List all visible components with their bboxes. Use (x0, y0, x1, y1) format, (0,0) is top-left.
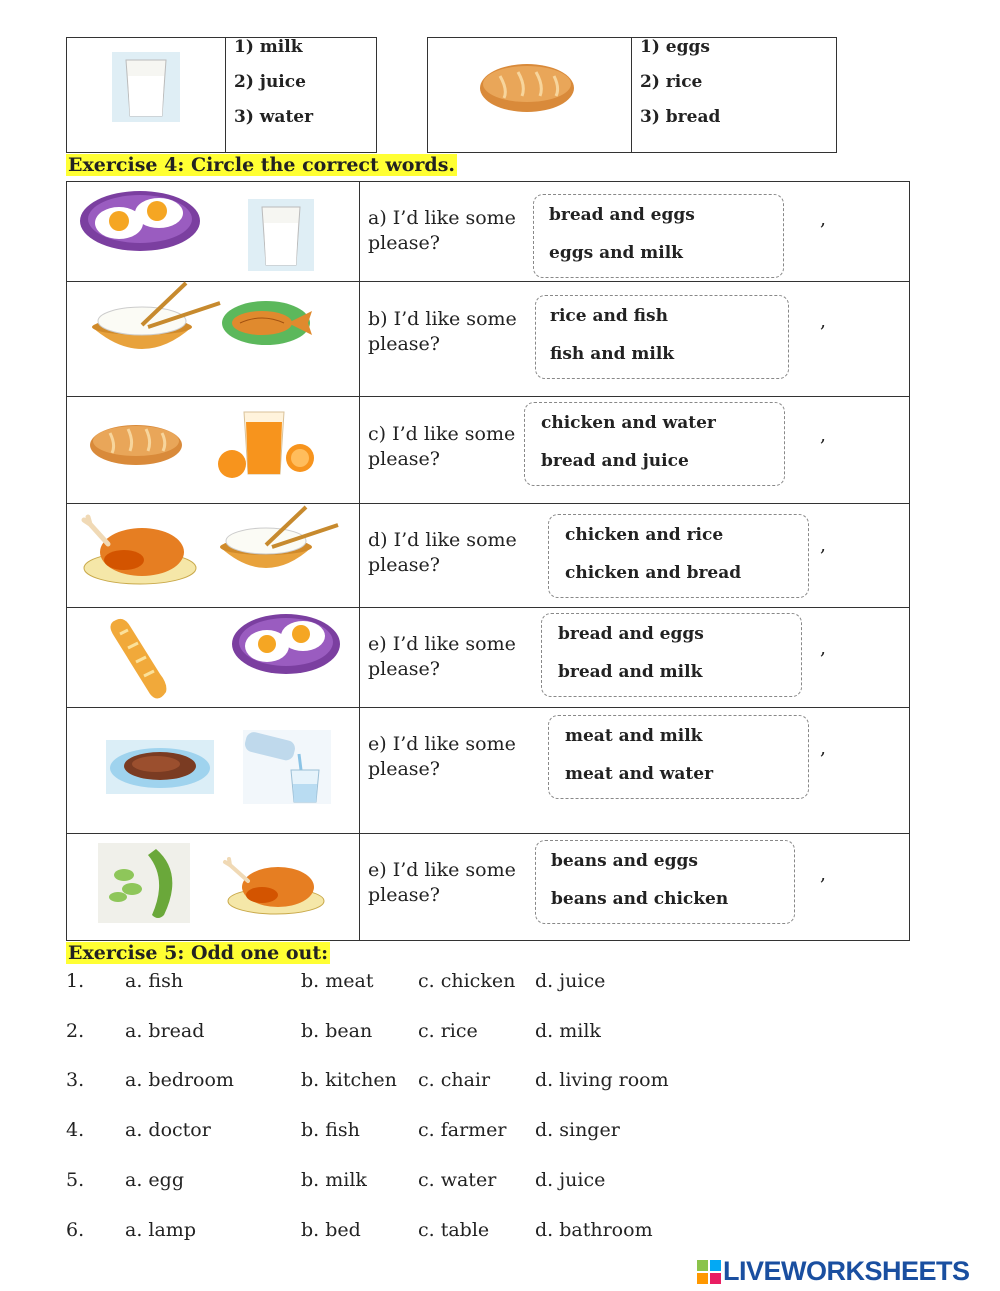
option-d[interactable]: d. juice (535, 1169, 606, 1191)
glass-of-milk-image (248, 199, 314, 271)
prompt-e2: e) I’d like some please? (368, 733, 516, 780)
top-box-option: 1) eggs (640, 37, 710, 57)
top-box-option: 3) bread (640, 107, 721, 127)
option-a[interactable]: a. fish (125, 970, 184, 992)
item-number: 6. (66, 1219, 85, 1241)
bread-loaf-image (88, 415, 184, 471)
choice-option[interactable]: beans and eggs (551, 851, 698, 871)
choice-option[interactable]: beans and chicken (551, 889, 729, 909)
option-c[interactable]: c. rice (418, 1020, 478, 1042)
orange-juice-image (214, 408, 320, 480)
option-d[interactable]: d. singer (535, 1119, 620, 1141)
option-a[interactable]: a. egg (125, 1169, 184, 1191)
prompt-b: b) I’d like some please? (368, 308, 517, 355)
choice-option[interactable]: bread and eggs (549, 205, 695, 225)
exercise-5-heading: Exercise 5: Odd one out: (68, 942, 329, 964)
choice-box-a[interactable] (533, 194, 784, 278)
baguette-image (104, 614, 170, 700)
choice-option[interactable]: bread and milk (558, 662, 703, 682)
comma: , (820, 637, 827, 659)
option-b[interactable]: b. fish (301, 1119, 360, 1141)
top-box-option: 1) milk (234, 37, 303, 57)
roast-chicken-image (80, 506, 198, 586)
glass-of-milk-image (112, 52, 180, 122)
logo-text: LIVEWORKSHEETS (723, 1256, 970, 1286)
option-b[interactable]: b. kitchen (301, 1069, 397, 1091)
rice-bowl-image (214, 505, 340, 581)
option-a[interactable]: a. doctor (125, 1119, 211, 1141)
comma: , (820, 534, 827, 556)
roast-chicken-image (222, 851, 326, 915)
comma: , (820, 208, 827, 230)
option-c[interactable]: c. water (418, 1169, 497, 1191)
choice-box-c[interactable] (524, 402, 785, 486)
choice-option[interactable]: rice and fish (550, 306, 668, 326)
prompt-c: c) I’d like some please? (368, 423, 516, 470)
option-d[interactable]: d. bathroom (535, 1219, 653, 1241)
pouring-water-image (243, 730, 331, 804)
choice-option[interactable]: fish and milk (550, 344, 675, 364)
choice-box-e3[interactable] (535, 840, 795, 924)
option-b[interactable]: b. bean (301, 1020, 373, 1042)
prompt-a: a) I’d like some please? (368, 207, 516, 254)
choice-box-e2[interactable] (548, 715, 809, 799)
choice-option[interactable]: eggs and milk (549, 243, 683, 263)
item-number: 1. (66, 970, 85, 992)
option-d[interactable]: d. juice (535, 970, 606, 992)
item-number: 5. (66, 1169, 85, 1191)
item-number: 3. (66, 1069, 85, 1091)
option-c[interactable]: c. farmer (418, 1119, 507, 1141)
bread-loaf-image (478, 56, 576, 116)
option-c[interactable]: c. chair (418, 1069, 491, 1091)
exercise-4-heading: Exercise 4: Circle the correct words. (68, 154, 456, 176)
choice-option[interactable]: meat and water (565, 764, 714, 784)
prompt-e3: e) I’d like some please? (368, 859, 516, 906)
choice-option[interactable]: bread and juice (541, 451, 689, 471)
comma: , (820, 424, 827, 446)
logo-blocks-icon (697, 1260, 721, 1284)
choice-box-e1[interactable] (541, 613, 802, 697)
choice-option[interactable]: bread and eggs (558, 624, 704, 644)
option-d[interactable]: d. living room (535, 1069, 669, 1091)
option-a[interactable]: a. lamp (125, 1219, 196, 1241)
item-number: 4. (66, 1119, 85, 1141)
choice-option[interactable]: chicken and bread (565, 563, 742, 583)
choice-option[interactable]: chicken and rice (565, 525, 724, 545)
option-a[interactable]: a. bedroom (125, 1069, 234, 1091)
choice-option[interactable]: chicken and water (541, 413, 716, 433)
choice-box-b[interactable] (535, 295, 789, 379)
green-beans-image (98, 843, 190, 923)
fried-eggs-image (231, 612, 341, 676)
choice-box-d[interactable] (548, 514, 809, 598)
choice-option[interactable]: meat and milk (565, 726, 703, 746)
top-box-option: 2) rice (640, 72, 703, 92)
rice-bowl-image (86, 281, 222, 363)
item-number: 2. (66, 1020, 85, 1042)
fish-plate-image (218, 297, 318, 349)
top-box-option: 2) juice (234, 72, 306, 92)
comma: , (820, 737, 827, 759)
option-c[interactable]: c. table (418, 1219, 490, 1241)
option-d[interactable]: d. milk (535, 1020, 601, 1042)
option-a[interactable]: a. bread (125, 1020, 205, 1042)
top-box-option: 3) water (234, 107, 314, 127)
fried-eggs-image (79, 189, 201, 253)
prompt-e1: e) I’d like some please? (368, 633, 516, 680)
option-b[interactable]: b. milk (301, 1169, 367, 1191)
steak-image (106, 740, 214, 794)
option-b[interactable]: b. bed (301, 1219, 361, 1241)
comma: , (820, 310, 827, 332)
comma: , (820, 863, 827, 885)
option-c[interactable]: c. chicken (418, 970, 516, 992)
option-b[interactable]: b. meat (301, 970, 374, 992)
prompt-d: d) I’d like some please? (368, 529, 517, 576)
